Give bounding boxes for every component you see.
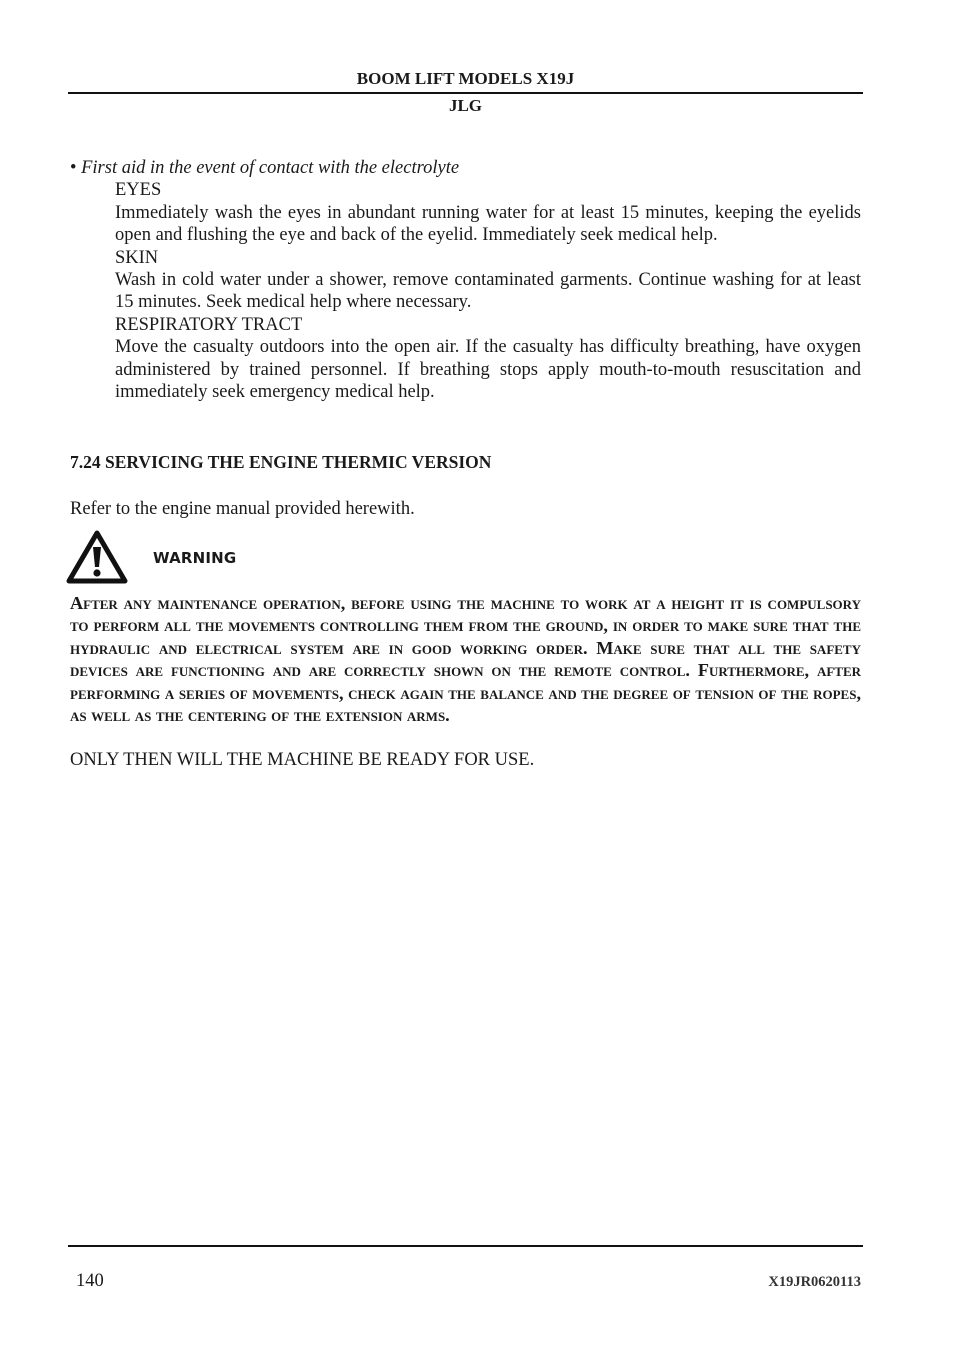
first-aid-skin-label: SKIN (115, 247, 159, 268)
footer-rule (68, 1245, 863, 1247)
first-aid-respiratory-text: Move the casualty outdoors into the open air. If the casualty has difficulty breathing, have oxygen administered by trained personnel. If breathing stops apply mouth-to-mouth resuscitation and immediately seek emergency medical help. (115, 337, 861, 403)
page-number: 140 (76, 1271, 104, 1291)
first-aid-eyes-text: Immediately wash the eyes in abundant running water for at least 15 minutes, keeping the eyelids open and flushing the eye and back of the eyelid. Immediately seek medical help. (115, 202, 861, 246)
first-aid-respiratory (115, 314, 861, 404)
first-aid-skin-text: Wash in cold water under a shower, remove contaminated garments. Continue washing for at least 15 minutes. Seek medical help where necessary. (115, 270, 861, 313)
first-aid-heading: First aid in the event of contact with the electrolyte (81, 158, 460, 178)
warning-final: ONLY THEN WILL THE MACHINE BE READY FOR USE. (70, 750, 535, 770)
first-aid-skin (115, 247, 861, 314)
warning-label: WARNING (153, 549, 237, 567)
warning-body: After any maintenance operation, before using the machine to work at a height it is compulsory to perform all the movements controlling them from the ground, in order to make sure that the hydraulic and electrical system are in good working order. Make sure that all the safety devices are functioning and are correctly shown on the remote control. Furthermore, after performing a series of movements, check again the balance and the degree of tension of the ropes, as well as the centering of the extension arms. (70, 593, 861, 726)
warning-triangle-icon (66, 530, 128, 584)
section-heading: 7.24 SERVICING THE ENGINE THERMIC VERSION (70, 452, 492, 472)
first-aid-eyes-label: EYES (115, 180, 162, 201)
first-aid-eyes (115, 179, 861, 246)
header-title: BOOM LIFT MODELS X19J (356, 69, 575, 88)
first-aid-block (70, 157, 861, 403)
header-brand: JLG (448, 96, 483, 115)
document-code: X19JR0620113 (768, 1274, 861, 1290)
bullet-glyph: • (70, 158, 77, 178)
first-aid-heading-line (70, 157, 861, 179)
header-rule (68, 92, 863, 94)
first-aid-respiratory-label: RESPIRATORY TRACT (115, 314, 303, 335)
section-intro: Refer to the engine manual provided herewith. (70, 499, 415, 519)
